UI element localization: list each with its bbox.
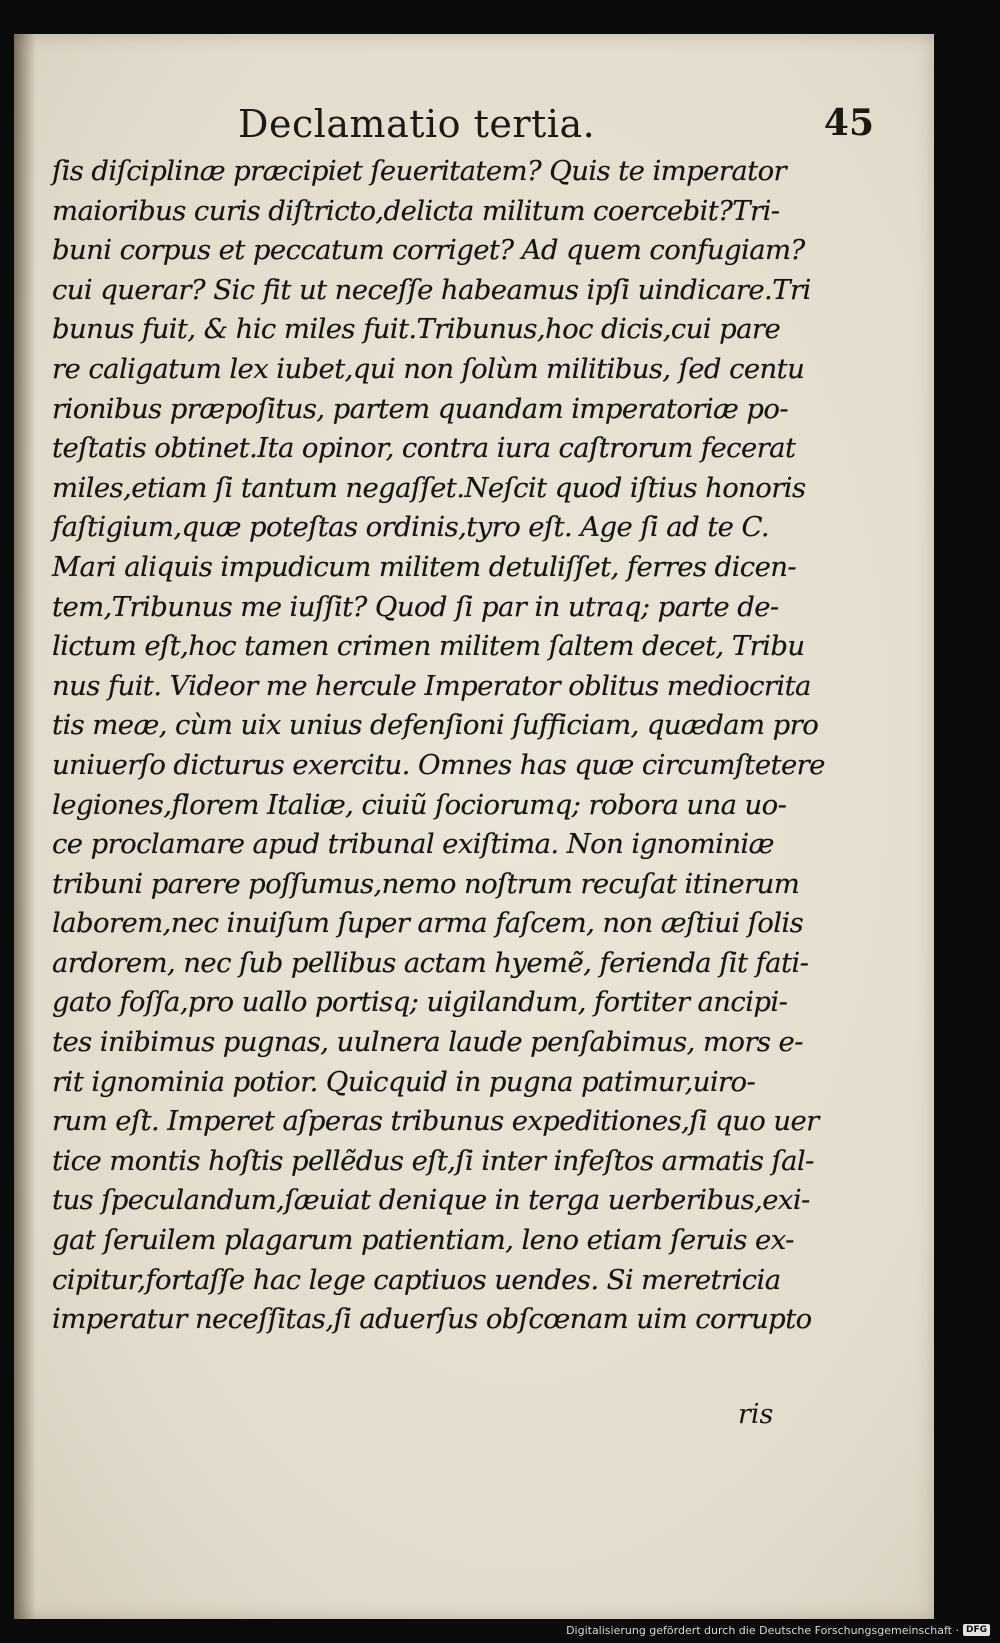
text-line: tem,Tribunus me iuſſit? Quod ſi par in utraq; parte de- <box>52 590 779 623</box>
text-line: tes inibimus pugnas, uulnera laude penſabimus, mors e- <box>52 1026 803 1059</box>
text-line: tice montis hoſtis pellẽdus eſt,ſi inter infeſtos armatis ſal- <box>52 1144 814 1177</box>
funding-credit: Digitalisierung gefördert durch die Deutsche Forschungsgemeinschaft · <box>566 1623 959 1637</box>
body-text <box>52 152 825 1340</box>
text-line: tus ſpeculandum,ſæuiat denique in terga uerberibus,exi- <box>52 1184 810 1217</box>
digitization-footer <box>566 1619 990 1641</box>
text-line: imperatur neceſſitas,ſi aduerſus obſcœnam uim corrupto <box>52 1303 812 1336</box>
text-line: re caligatum lex iubet,qui non ſolùm militibus, ſed centu <box>52 352 805 385</box>
text-line: legiones,florem Italiæ, ciuiũ ſociorumq; robora una uo- <box>52 788 787 821</box>
text-line: uniuerſo dicturus exercitu. Omnes has quæ circumſtetere <box>52 748 825 781</box>
text-line: miles,etiam ſi tantum negaſſet.Neſcit quod iſtius honoris <box>52 471 806 504</box>
text-line: ce proclamare apud tribunal exiſtima. Non ignominiæ <box>52 828 774 861</box>
text-line: ſis diſciplinæ præcipiet ſeueritatem? Quis te imperator <box>52 155 787 187</box>
text-line: cui querar? Sic fit ut neceſſe habeamus ipſi uindicare.Tri <box>52 273 811 306</box>
text-line: gat ſeruilem plagarum patientiam, leno etiam ſeruis ex- <box>52 1224 794 1257</box>
catchword: ris <box>738 1399 774 1430</box>
running-title: Declamatio tertia. <box>238 102 596 146</box>
text-line: tribuni parere poſſumus,nemo noſtrum recuſat itinerum <box>52 867 800 900</box>
text-line: bunus fuit, & hic miles fuit.Tribunus,hoc dicis,cui pare <box>52 313 781 346</box>
text-line: faſtigium,quæ poteſtas ordinis,tyro eſt. Age ſi ad te C. <box>52 511 770 544</box>
text-line: lictum eſt,hoc tamen crimen militem ſaltem decet, Tribu <box>52 630 805 663</box>
text-line: rit ignominia potior. Quicquid in pugna patimur,uiro- <box>52 1065 756 1098</box>
text-line: buni corpus et peccatum corriget? Ad quem confugiam? <box>52 234 805 267</box>
text-line: laborem,nec inuiſum ſuper arma faſcem, non æſtiui ſolis <box>52 907 804 940</box>
text-line: nus fuit. Videor me hercule Imperator oblitus mediocrita <box>52 669 811 702</box>
dfg-logo-icon: DFG <box>963 1624 990 1636</box>
text-line: tis meæ, cùm uix unius defenſioni ſufficiam, quædam pro <box>52 709 819 742</box>
text-line: cipitur,fortaſſe hac lege captiuos uendes. Si meretricia <box>52 1263 781 1296</box>
page-number: 45 <box>823 102 874 144</box>
text-line: teſtatis obtinet.Ita opinor, contra iura caſtrorum fecerat <box>52 432 796 465</box>
text-line: Mari aliquis impudicum militem detuliſſet, ferres dicen- <box>52 550 797 583</box>
text-line: rum eſt. Imperet aſperas tribunus expeditiones,ſi quo uer <box>52 1105 819 1138</box>
text-line: gato foſſa,pro uallo portisq; uigilandum, fortiter ancipi- <box>52 986 788 1019</box>
text-line: rionibus præpoſitus, partem quandam imperatoriæ po- <box>52 392 789 425</box>
text-line: ardorem, nec ſub pellibus actam hyemẽ, ferienda ſit fati- <box>52 946 809 979</box>
book-page <box>14 34 934 1619</box>
text-line: maioribus curis diſtricto,delicta militum coercebit?Tri- <box>52 194 780 227</box>
page-header <box>224 102 874 152</box>
